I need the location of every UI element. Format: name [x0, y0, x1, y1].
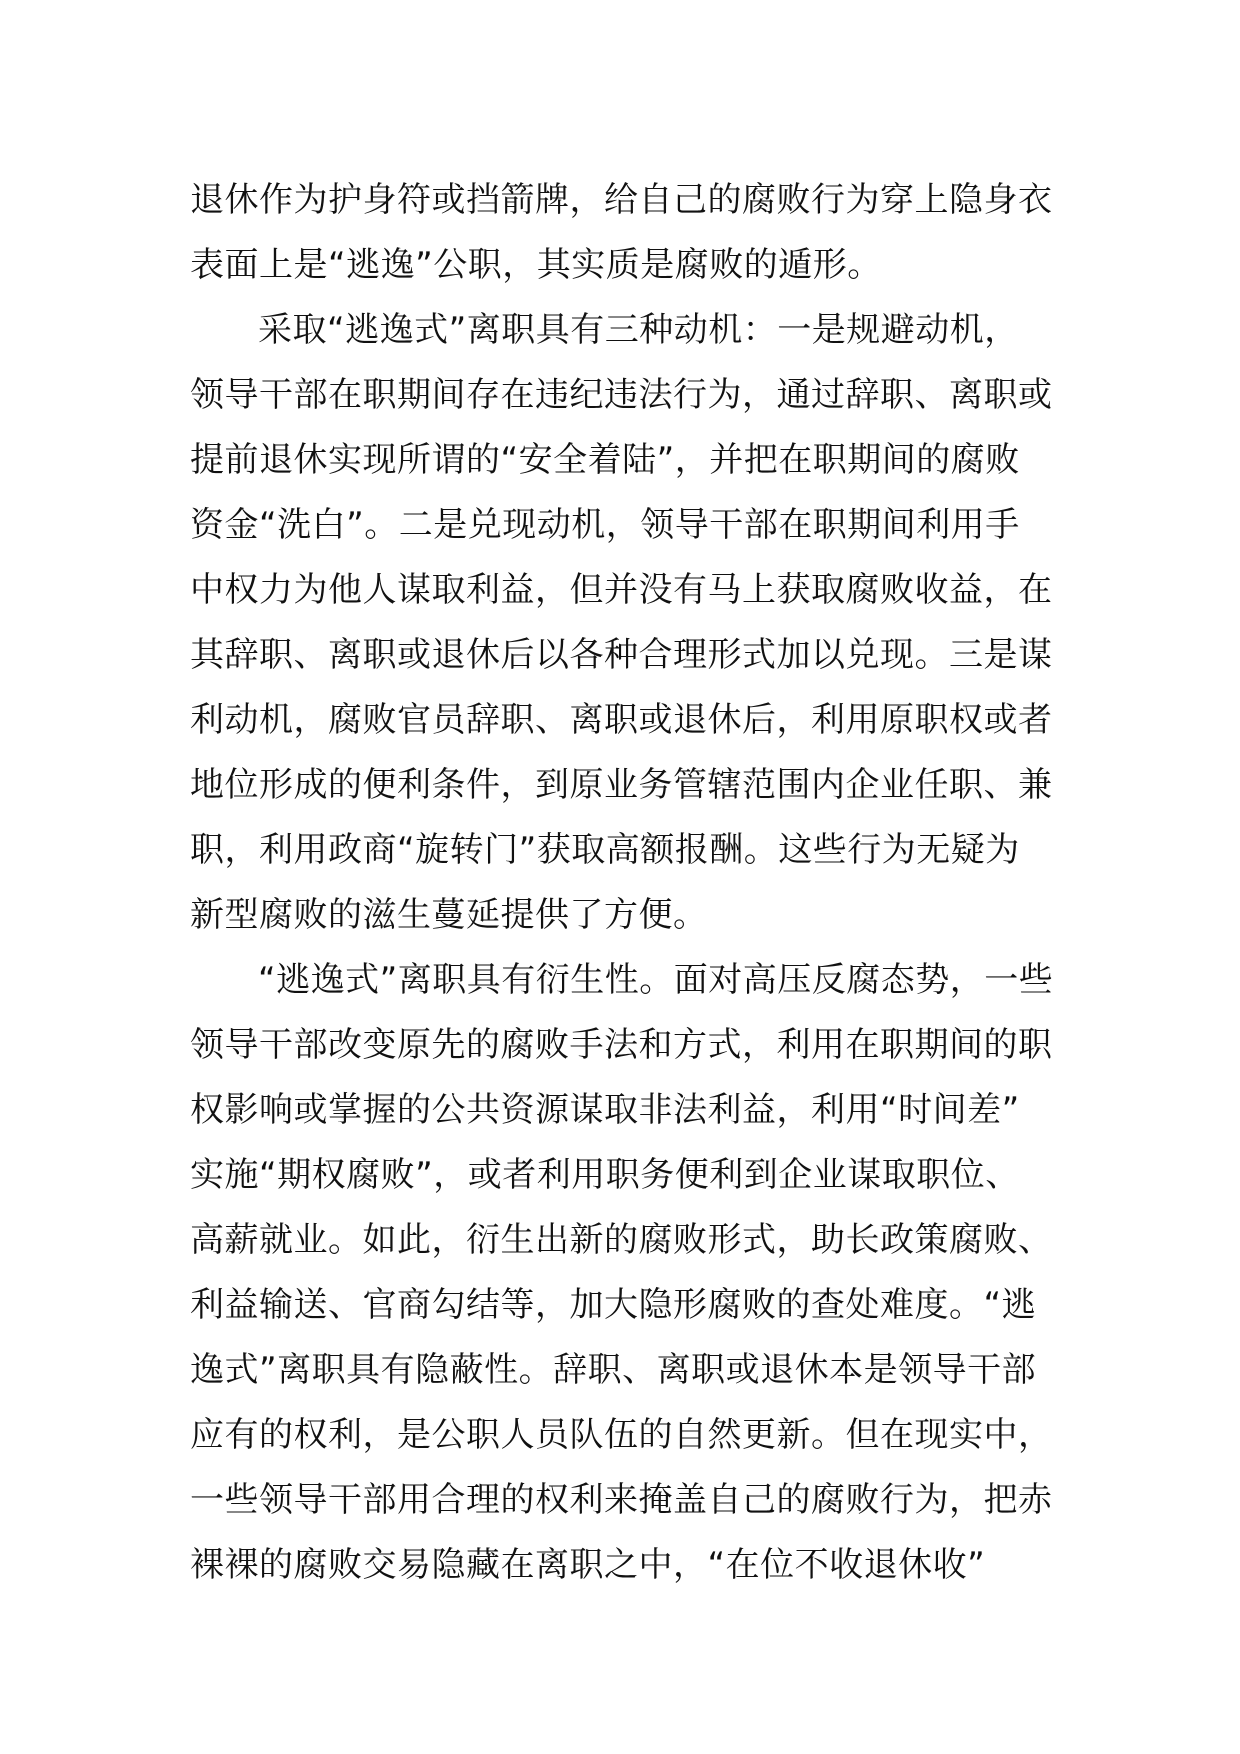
text-line: 一些领导干部用合理的权利来掩盖自己的腐败行为，把赤 [190, 1480, 1053, 1520]
paragraph-start-line: “逃逸式”离职具有衍生性。面对高压反腐态势，一些 [258, 960, 1054, 1000]
text-line: 逸式”离职具有隐蔽性。辞职、离职或退休本是领导干部 [190, 1350, 1037, 1390]
text-line: 地位形成的便利条件，到原业务管辖范围内企业任职、兼 [190, 765, 1053, 805]
text-line: 职，利用政商“旋转门”获取高额报酬。这些行为无疑为 [190, 830, 1020, 870]
text-line: 提前退休实现所谓的“安全着陆”，并把在职期间的腐败 [190, 440, 1020, 480]
paragraph-start-line: 采取“逃逸式”离职具有三种动机：一是规避动机， [258, 310, 1019, 350]
body-text [190, 168, 1060, 1598]
text-line: 裸裸的腐败交易隐藏在离职之中，“在位不收退休收” [190, 1545, 986, 1585]
text-line: 利动机，腐败官员辞职、离职或退休后，利用原职权或者 [190, 700, 1053, 740]
text-line: 实施“期权腐败”，或者利用职务便利到企业谋取职位、 [190, 1155, 1020, 1195]
text-line: 高薪就业。如此，衍生出新的腐败形式，助长政策腐败、 [190, 1220, 1053, 1260]
text-line: 表面上是“逃逸”公职，其实质是腐败的遁形。 [190, 245, 882, 285]
text-line: 资金“洗白”。二是兑现动机，领导干部在职期间利用手 [190, 505, 1020, 545]
text-line: 权影响或掌握的公共资源谋取非法利益，利用“时间差” [190, 1090, 1020, 1130]
text-line: 应有的权利，是公职人员队伍的自然更新。但在现实中， [190, 1415, 1053, 1455]
text-line: 利益输送、官商勾结等，加大隐形腐败的查处难度。“逃 [190, 1285, 1037, 1325]
text-line: 领导干部改变原先的腐败手法和方式，利用在职期间的职 [190, 1025, 1053, 1065]
text-line: 新型腐败的滋生蔓延提供了方便。 [190, 895, 708, 935]
text-line: 其辞职、离职或退休后以各种合理形式加以兑现。三是谋 [190, 635, 1053, 675]
text-line: 领导干部在职期间存在违纪违法行为，通过辞职、离职或 [190, 375, 1053, 415]
text-line: 中权力为他人谋取利益，但并没有马上获取腐败收益，在 [190, 570, 1053, 610]
text-line: 退休作为护身符或挡箭牌，给自己的腐败行为穿上隐身衣 [190, 180, 1053, 220]
